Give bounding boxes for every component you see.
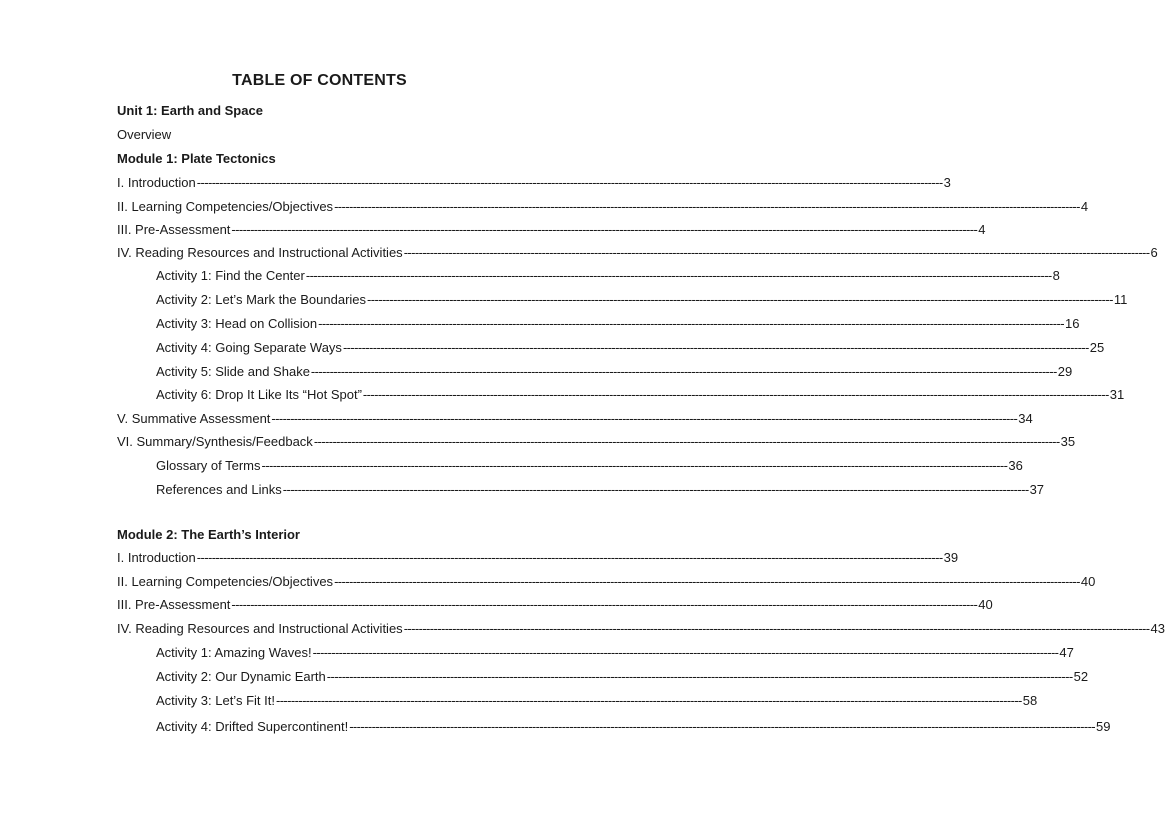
dot-leader: --------------------------------------------------------------------------------------------------------------------------------------------------------------------------------------------------------: [231, 597, 978, 612]
dot-leader: --------------------------------------------------------------------------------------------------------------------------------------------------------------------------------------------------------: [282, 482, 1029, 497]
toc-title: TABLE OF CONTENTS: [232, 72, 407, 89]
dot-leader: --------------------------------------------------------------------------------------------------------------------------------------------------------------------------------------------------------: [313, 434, 1060, 449]
toc-entry: VI. Summary/Synthesis/Feedback -------------------------------------------------------------------------------------------------------------------------------------------------------------------------------------------------------- 35: [117, 434, 1076, 449]
module1-heading: Module 1: Plate Tectonics: [117, 151, 276, 166]
dot-leader: --------------------------------------------------------------------------------------------------------------------------------------------------------------------------------------------------------: [403, 245, 1150, 260]
dot-leader: --------------------------------------------------------------------------------------------------------------------------------------------------------------------------------------------------------: [326, 669, 1073, 684]
toc-entry: IV. Reading Resources and Instructional Activities -------------------------------------------------------------------------------------------------------------------------------------------------------------------------------------------------------- 43: [117, 621, 1165, 636]
toc-entry: II. Learning Competencies/Objectives -------------------------------------------------------------------------------------------------------------------------------------------------------------------------------------------------------- 40: [117, 574, 1096, 589]
dot-leader: --------------------------------------------------------------------------------------------------------------------------------------------------------------------------------------------------------: [334, 574, 1080, 589]
dot-leader: --------------------------------------------------------------------------------------------------------------------------------------------------------------------------------------------------------: [261, 458, 1008, 473]
dot-leader: --------------------------------------------------------------------------------------------------------------------------------------------------------------------------------------------------------: [305, 268, 1052, 283]
dot-leader: --------------------------------------------------------------------------------------------------------------------------------------------------------------------------------------------------------: [318, 316, 1064, 331]
toc-entry: Activity 4: Drifted Supercontinent! -------------------------------------------------------------------------------------------------------------------------------------------------------------------------------------------------------- 59: [156, 719, 1111, 734]
overview-label: Overview: [117, 127, 172, 142]
dot-leader: --------------------------------------------------------------------------------------------------------------------------------------------------------------------------------------------------------: [362, 387, 1109, 402]
toc-entry: I. Introduction -------------------------------------------------------------------------------------------------------------------------------------------------------------------------------------------------------- 39: [117, 550, 959, 565]
toc-entry: IV. Reading Resources and Instructional Activities -------------------------------------------------------------------------------------------------------------------------------------------------------------------------------------------------------- 6: [117, 245, 1158, 260]
dot-leader: --------------------------------------------------------------------------------------------------------------------------------------------------------------------------------------------------------: [196, 550, 943, 565]
toc-entry: Glossary of Terms -------------------------------------------------------------------------------------------------------------------------------------------------------------------------------------------------------- 36: [156, 458, 1023, 473]
dot-leader: --------------------------------------------------------------------------------------------------------------------------------------------------------------------------------------------------------: [312, 645, 1059, 660]
toc-entry: I. Introduction -------------------------------------------------------------------------------------------------------------------------------------------------------------------------------------------------------- 3: [117, 175, 951, 190]
toc-entry: Activity 6: Drop It Like Its “Hot Spot” -------------------------------------------------------------------------------------------------------------------------------------------------------------------------------------------------------- 31: [156, 387, 1125, 402]
toc-entry: II. Learning Competencies/Objectives -------------------------------------------------------------------------------------------------------------------------------------------------------------------------------------------------------- 4: [117, 199, 1089, 214]
dot-leader: --------------------------------------------------------------------------------------------------------------------------------------------------------------------------------------------------------: [367, 292, 1113, 307]
module2-heading: Module 2: The Earth’s Interior: [117, 527, 300, 542]
toc-entry: References and Links -------------------------------------------------------------------------------------------------------------------------------------------------------------------------------------------------------- 37: [156, 482, 1045, 497]
toc-entry: III. Pre-Assessment -------------------------------------------------------------------------------------------------------------------------------------------------------------------------------------------------------- 4: [117, 222, 986, 237]
dot-leader: --------------------------------------------------------------------------------------------------------------------------------------------------------------------------------------------------------: [231, 222, 978, 237]
dot-leader: --------------------------------------------------------------------------------------------------------------------------------------------------------------------------------------------------------: [271, 411, 1018, 426]
dot-leader: --------------------------------------------------------------------------------------------------------------------------------------------------------------------------------------------------------: [334, 199, 1080, 214]
toc-entry: III. Pre-Assessment -------------------------------------------------------------------------------------------------------------------------------------------------------------------------------------------------------- 40: [117, 597, 993, 612]
toc-entry: Activity 1: Find the Center -------------------------------------------------------------------------------------------------------------------------------------------------------------------------------------------------------- 8: [156, 268, 1060, 283]
dot-leader: --------------------------------------------------------------------------------------------------------------------------------------------------------------------------------------------------------: [349, 719, 1096, 734]
toc-entry: Activity 3: Head on Collision -------------------------------------------------------------------------------------------------------------------------------------------------------------------------------------------------------- 16: [156, 316, 1080, 331]
toc-entry: Activity 4: Going Separate Ways -------------------------------------------------------------------------------------------------------------------------------------------------------------------------------------------------------- 25: [156, 340, 1105, 355]
dot-leader: --------------------------------------------------------------------------------------------------------------------------------------------------------------------------------------------------------: [403, 621, 1150, 636]
unit-heading: Unit 1: Earth and Space: [117, 103, 263, 118]
dot-leader: --------------------------------------------------------------------------------------------------------------------------------------------------------------------------------------------------------: [275, 693, 1022, 708]
toc-entry: Activity 3: Let’s Fit It! -------------------------------------------------------------------------------------------------------------------------------------------------------------------------------------------------------- 58: [156, 693, 1038, 708]
dot-leader: --------------------------------------------------------------------------------------------------------------------------------------------------------------------------------------------------------: [342, 340, 1089, 355]
toc-entry: Activity 2: Let’s Mark the Boundaries -------------------------------------------------------------------------------------------------------------------------------------------------------------------------------------------------------- 11: [156, 292, 1128, 307]
toc-entry: Activity 5: Slide and Shake -------------------------------------------------------------------------------------------------------------------------------------------------------------------------------------------------------- 29: [156, 364, 1073, 379]
dot-leader: --------------------------------------------------------------------------------------------------------------------------------------------------------------------------------------------------------: [196, 175, 943, 190]
dot-leader: --------------------------------------------------------------------------------------------------------------------------------------------------------------------------------------------------------: [310, 364, 1057, 379]
toc-entry: Activity 1: Amazing Waves! -------------------------------------------------------------------------------------------------------------------------------------------------------------------------------------------------------- 47: [156, 645, 1074, 660]
toc-entry: V. Summative Assessment -------------------------------------------------------------------------------------------------------------------------------------------------------------------------------------------------------- 34: [117, 411, 1033, 426]
toc-entry: Activity 2: Our Dynamic Earth -------------------------------------------------------------------------------------------------------------------------------------------------------------------------------------------------------- 52: [156, 669, 1089, 684]
